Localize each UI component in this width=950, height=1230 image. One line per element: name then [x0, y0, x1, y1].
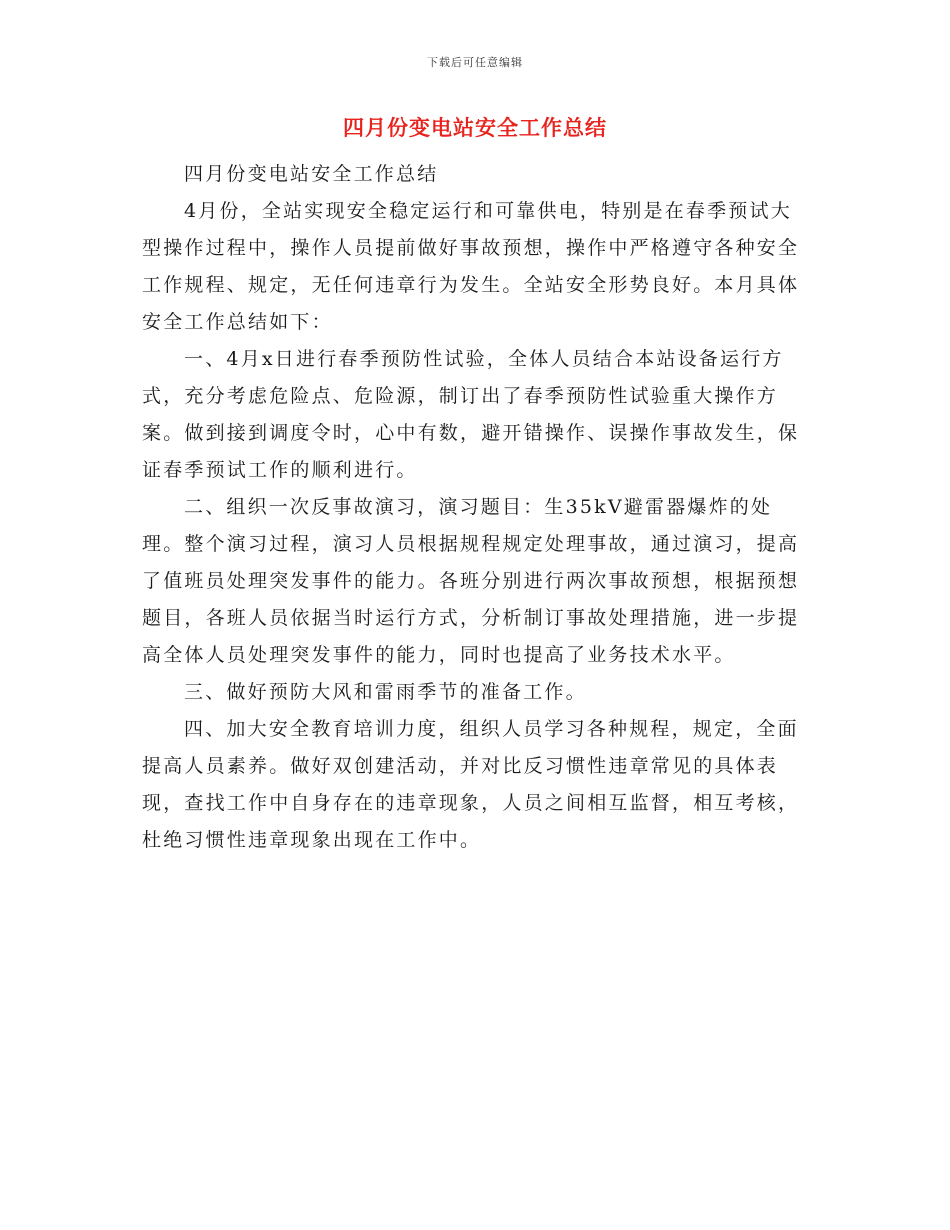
- header-note: 下载后可任意编辑: [427, 56, 523, 69]
- paragraph-subtitle: 四月份变电站安全工作总结: [184, 163, 439, 185]
- paragraph-item-3: 三、做好预防大风和雷雨季节的准备工作。: [184, 681, 587, 703]
- paragraph-item-4: 四、加大安全教育培训力度，组织人员学习各种规程，规定，全面提高人员素养。做好双创建活动，并对比反习惯性违章常见的具体表现，查找工作中自身存在的违章现象，人员之间相互监督，相互考核，杜绝习惯性违章现象出现在工作中。: [142, 718, 800, 851]
- paragraph-item-2: 二、组织一次反事故演习，演习题目：生35kV避雷器爆炸的处理。整个演习过程，演习人员根据规程规定处理事故，通过演习，提高了值班员处理突发事件的能力。各班分别进行两次事故预想，根据预想题目，各班人员依据当时运行方式，分析制订事故处理措施，进一步提高全体人员处理突发事件的能力，同时也提高了业务技术水平。: [142, 496, 800, 666]
- document-body: [142, 156, 802, 859]
- document-title: 四月份变电站安全工作总结: [343, 116, 607, 140]
- paragraph-intro: 4月份，全站实现安全稳定运行和可靠供电，特别是在春季预试大型操作过程中，操作人员提前做好事故预想，操作中严格遵守各种安全工作规程、规定，无任何违章行为发生。全站安全形势良好。本月具体安全工作总结如下：: [142, 200, 800, 333]
- paragraph-item-1: 一、4月x日进行春季预防性试验，全体人员结合本站设备运行方式，充分考虑危险点、危险源，制订出了春季预防性试验重大操作方案。做到接到调度令时，心中有数，避开错操作、误操作事故发生，保证春季预试工作的顺利进行。: [142, 348, 800, 481]
